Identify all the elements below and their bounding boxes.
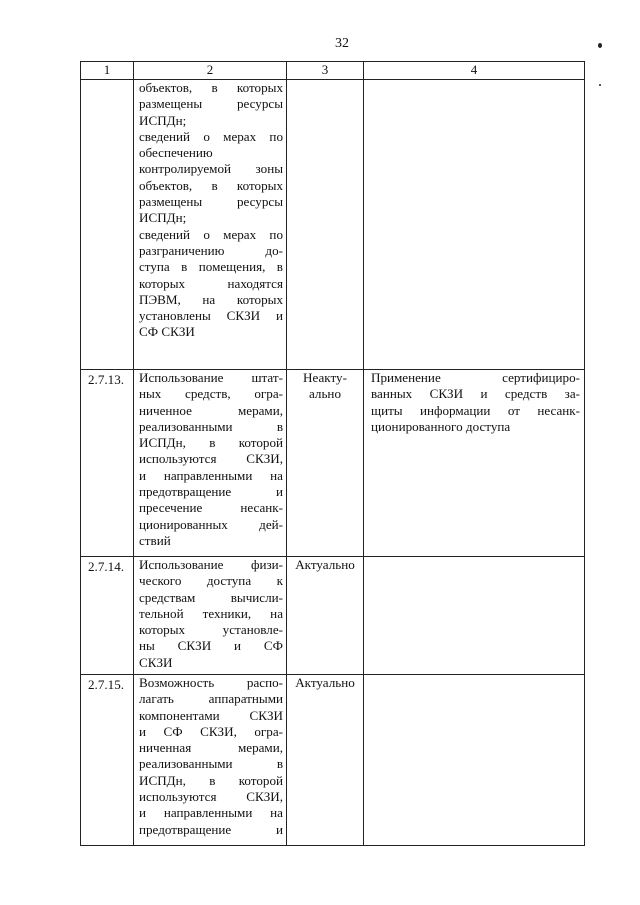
text-line: ступа в помещения, в: [139, 259, 283, 275]
text-line: ИСПДн, в которой: [139, 772, 283, 788]
text-line: лагать аппаратными: [139, 691, 283, 707]
text-line: средствам вычисли-: [139, 589, 283, 605]
text-line: Использование физи-: [139, 557, 283, 572]
text-line: ИСПДн, в которой: [139, 435, 283, 451]
text-line: ционированных дей-: [139, 516, 283, 532]
relevance-text: [287, 557, 363, 573]
text-line: реализованными в: [139, 756, 283, 772]
page-number: 32: [335, 36, 349, 51]
text-line: ально: [309, 386, 341, 402]
text-line: используются СКЗИ,: [139, 789, 283, 805]
number-cell: [81, 675, 134, 846]
text-line: сведений о мерах по: [139, 128, 283, 144]
relevance-text: [287, 370, 363, 403]
text-line: СКЗИ: [139, 654, 173, 670]
relevance-cell: [287, 370, 364, 557]
margin-dot-mark: [598, 43, 602, 48]
header-cell-4: 4: [364, 62, 585, 80]
number-cell: [81, 80, 134, 370]
text-line: компонентами СКЗИ: [139, 707, 283, 723]
text-line: и направленными на: [139, 467, 283, 483]
threat-number: 2.7.15.: [88, 677, 125, 692]
text-line: Неакту-: [303, 370, 347, 385]
threat-number: [81, 80, 133, 82]
measures-cell: [364, 557, 585, 675]
number-cell: [81, 370, 134, 557]
text-line: контролируемой зоны: [139, 161, 283, 177]
threat-description: [134, 370, 286, 549]
text-line: которых установле-: [139, 622, 283, 638]
text-line: пресечение несанк-: [139, 500, 283, 516]
threat-description-cell: [134, 557, 287, 675]
header-row: [81, 62, 585, 80]
threat-description-cell: [134, 675, 287, 846]
text-line: и направленными на: [139, 805, 283, 821]
text-line: которых находятся: [139, 275, 283, 291]
text-line: ниченное мерами,: [139, 402, 283, 418]
text-line: тельной техники, на: [139, 605, 283, 621]
relevance-cell: [287, 557, 364, 675]
relevance-cell: [287, 80, 364, 370]
table-row: [81, 557, 585, 675]
header-cell-1: 1: [81, 62, 134, 80]
text-line: объектов, в которых: [139, 80, 283, 95]
text-line: Актуально: [295, 557, 355, 572]
header-cell-3: 3: [287, 62, 364, 80]
text-line: ческого доступа к: [139, 573, 283, 589]
text-line: и СФ СКЗИ, огра-: [139, 723, 283, 739]
table-row: [81, 80, 585, 370]
text-line: Актуально: [295, 675, 355, 690]
text-line: обеспечению: [139, 145, 213, 161]
threat-number: 2.7.14.: [88, 559, 125, 574]
text-line: разграничению до-: [139, 242, 283, 258]
threat-description-cell: [134, 80, 287, 370]
text-line: предотвращение и: [139, 821, 283, 837]
text-line: ПЭВМ, на которых: [139, 291, 283, 307]
measures-cell: [364, 80, 585, 370]
margin-tick-mark: [599, 84, 601, 86]
text-line: размещены ресурсы: [139, 96, 283, 112]
text-line: ционированного доступа: [371, 418, 511, 434]
text-line: щиты информации от несанк-: [371, 402, 580, 418]
threat-number: 2.7.13.: [88, 372, 125, 387]
text-line: объектов, в которых: [139, 177, 283, 193]
text-line: используются СКЗИ,: [139, 451, 283, 467]
threat-table: [80, 61, 585, 846]
table-row: [81, 675, 585, 846]
text-line: ниченная мерами,: [139, 740, 283, 756]
measures-cell: [364, 370, 585, 557]
text-line: размещены ресурсы: [139, 194, 283, 210]
threat-description: [134, 675, 286, 838]
header-cell-2: 2: [134, 62, 287, 80]
text-line: СФ СКЗИ: [139, 324, 195, 340]
text-line: установлены СКЗИ и: [139, 308, 283, 324]
text-line: ИСПДн;: [139, 210, 187, 226]
threat-description: [134, 80, 286, 341]
text-line: предотвращение и: [139, 484, 283, 500]
text-line: ИСПДн;: [139, 112, 187, 128]
relevance-text: [287, 675, 363, 691]
relevance-cell: [287, 675, 364, 846]
table-row: [81, 370, 585, 557]
text-line: ствий: [139, 532, 171, 548]
text-line: ванных СКЗИ и средств за-: [371, 386, 580, 402]
text-line: ных средств, огра-: [139, 386, 283, 402]
measures-text: [364, 370, 584, 435]
threat-description-cell: [134, 370, 287, 557]
measures-cell: [364, 675, 585, 846]
text-line: ны СКЗИ и СФ: [139, 638, 283, 654]
text-line: реализованными в: [139, 418, 283, 434]
text-line: Применение сертифициро-: [371, 370, 580, 385]
text-line: Использование штат-: [139, 370, 283, 385]
number-cell: [81, 557, 134, 675]
text-line: Возможность распо-: [139, 675, 283, 690]
threat-description: [134, 557, 286, 671]
text-line: сведений о мерах по: [139, 226, 283, 242]
